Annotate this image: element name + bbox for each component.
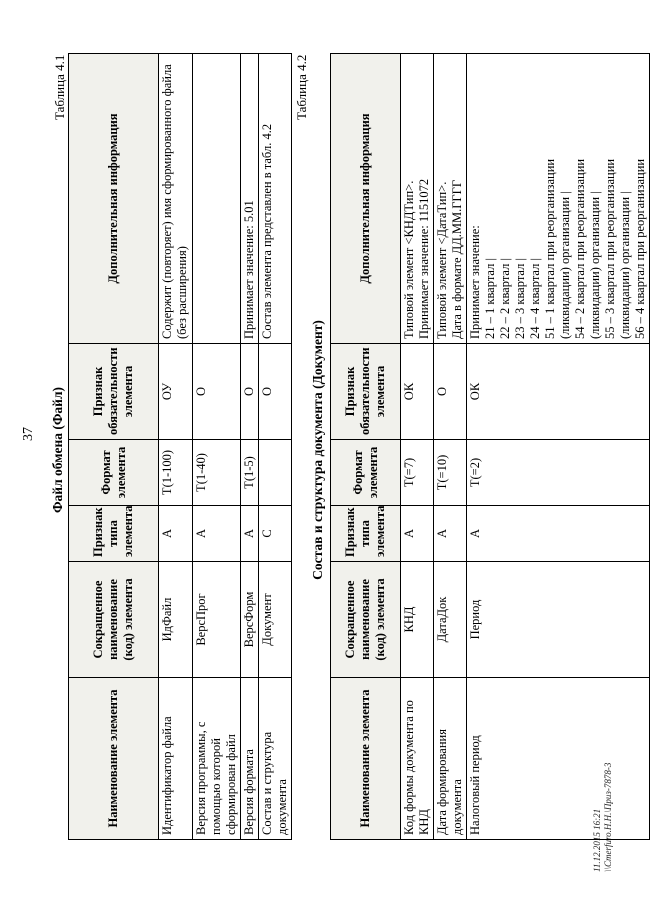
- table-cell: А: [159, 506, 193, 562]
- table-cell: Версия программы, с помощью которой сформирован файл: [193, 678, 241, 840]
- table-1: [68, 53, 292, 840]
- table-row: [259, 54, 292, 840]
- table-2-header-cell: Сокращенное наименование (код) элемента: [331, 562, 401, 678]
- table-cell: О: [193, 344, 241, 440]
- stamp-line-2: \\Cmerfuro.H.H.\Приз-7878-3: [603, 762, 613, 872]
- table-cell: Т(1-5): [241, 440, 259, 506]
- table-1-header-cell: Наименование элемента: [69, 678, 159, 840]
- table-2-header-row: [331, 54, 401, 840]
- table-2-header-cell: Дополнительная информация: [331, 54, 401, 344]
- table-cell: Т(1-40): [193, 440, 241, 506]
- table-2: [330, 53, 650, 840]
- table-row: [241, 54, 259, 840]
- table-2-title: Состав и структура документа (Документ): [310, 320, 325, 580]
- table-1-header-cell: Формат элемента: [69, 440, 159, 506]
- table-cell: А: [434, 506, 467, 562]
- table-cell: А: [467, 506, 650, 562]
- table-1-header-cell: Дополнительная информация: [69, 54, 159, 344]
- table-cell: ВерсФорм: [241, 562, 259, 678]
- table-cell: Идентификатор файла: [159, 678, 193, 840]
- table-cell: Принимает значение: 21 – 1 квартал | 22 – 2 квартал | 23 – 3 квартал | 24 – 4 квартал | 51 – 1 квартал при реорганизации (ликвидации) организации | 54 – 2 квартал при реорганизации (ликвидации) организации | 55 – 3 квартал при реорганизации (ликвидации) организации | 56 – 4 квартал при реорганизации: [467, 54, 650, 344]
- table-cell: О: [259, 344, 292, 440]
- table-row: [434, 54, 467, 840]
- table-2-header-cell: Признак обязательности элемента: [331, 344, 401, 440]
- table-cell: Т(1-100): [159, 440, 193, 506]
- table-2-header-cell: Наименование элемента: [331, 678, 401, 840]
- table-cell: Т(=10): [434, 440, 467, 506]
- table-1-caption: Таблица 4.1: [52, 54, 67, 120]
- table-cell: Состав элемента представлен в табл. 4.2: [259, 54, 292, 344]
- table-cell: Версия формата: [241, 678, 259, 840]
- table-cell: ДатаДок: [434, 562, 467, 678]
- table-cell: Период: [467, 562, 650, 678]
- table-cell: Документ: [259, 562, 292, 678]
- table-cell: КНД: [401, 562, 434, 678]
- table-cell: С: [259, 506, 292, 562]
- table-1-header-cell: Сокращенное наименование (код) элемента: [69, 562, 159, 678]
- table-cell: О: [241, 344, 259, 440]
- table-cell: [259, 440, 292, 506]
- table-row: [467, 54, 650, 840]
- table-row: [193, 54, 241, 840]
- table-cell: ОК: [401, 344, 434, 440]
- table-cell: А: [241, 506, 259, 562]
- table-1-header-row: [69, 54, 159, 840]
- table-2-caption: Таблица 4.2: [294, 54, 309, 120]
- table-2-header-cell: Формат элемента: [331, 440, 401, 506]
- table-cell: Код формы документа по КНД: [401, 678, 434, 840]
- table-cell: Типовой элемент <КНДТип>. Принимает значение: 1151072: [401, 54, 434, 344]
- table-cell: Содержит (повторяет) имя сформированного файла (без расширения): [159, 54, 193, 344]
- table-cell: Состав и структура документа: [259, 678, 292, 840]
- table-cell: ОК: [467, 344, 650, 440]
- table-cell: [193, 54, 241, 344]
- page-number: 37: [21, 427, 36, 441]
- table-cell: ОУ: [159, 344, 193, 440]
- table-cell: ИдФайл: [159, 562, 193, 678]
- table-cell: А: [193, 506, 241, 562]
- table-cell: О: [434, 344, 467, 440]
- table-cell: Дата формирования документа: [434, 678, 467, 840]
- table-row: [401, 54, 434, 840]
- table-cell: Налоговый период: [467, 678, 650, 840]
- table-cell: Принимает значение: 5.01: [241, 54, 259, 344]
- rotated-page-content: [50, 20, 647, 880]
- table-cell: Т(=7): [401, 440, 434, 506]
- table-1-title: Файл обмена (Файл): [50, 386, 65, 514]
- table-row: [159, 54, 193, 840]
- table-1-header-cell: Признак обязательности элемента: [69, 344, 159, 440]
- table-1-header-cell: Признак типа элемента: [69, 506, 159, 562]
- table-2-header-cell: Признак типа элемента: [331, 506, 401, 562]
- table-cell: ВерсПрог: [193, 562, 241, 678]
- table-cell: Типовой элемент <ДатаТип>. Дата в формате ДД.ММ.ГГГГ: [434, 54, 467, 344]
- stamp-line-1: 11.12.2015 16:21: [592, 808, 602, 872]
- table-cell: Т(=2): [467, 440, 650, 506]
- table-cell: А: [401, 506, 434, 562]
